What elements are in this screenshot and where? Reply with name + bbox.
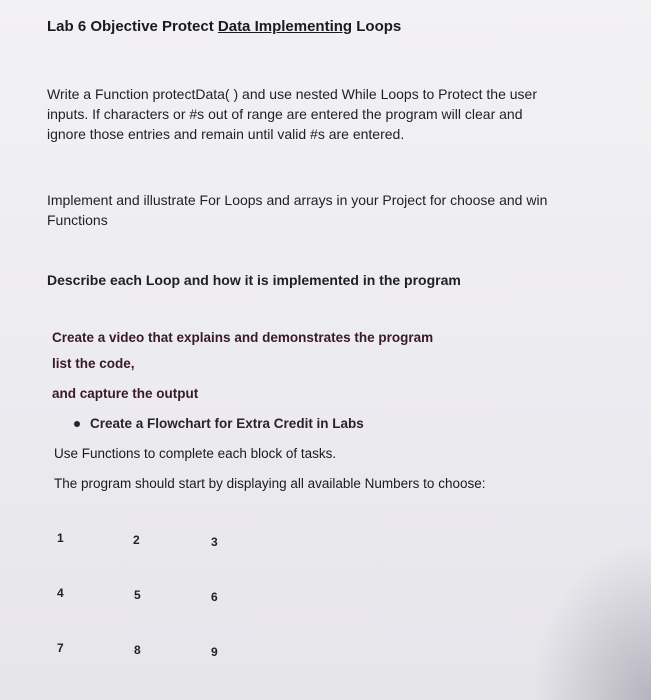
number-cell: 7 xyxy=(57,641,64,655)
flowchart-bullet xyxy=(74,416,364,431)
number-cell: 8 xyxy=(134,643,141,657)
number-cell: 4 xyxy=(57,586,64,600)
bullet-text: Create a Flowchart for Extra Credit in Labs xyxy=(90,416,364,431)
title-prefix: Lab 6 Objective Protect xyxy=(47,18,218,35)
video-instruction: Create a video that explains and demonstrates the program xyxy=(52,330,434,345)
bullet-icon xyxy=(74,421,80,427)
objective-paragraph xyxy=(47,84,537,144)
number-cell: 3 xyxy=(211,535,218,549)
paragraph-line: Implement and illustrate For Loops and arrays in your Project for choose and win xyxy=(47,192,548,208)
number-cell: 6 xyxy=(211,590,218,604)
paragraph-line: Write a Function protectData( ) and use nested While Loops to Protect the user xyxy=(47,86,537,102)
output-instruction: and capture the output xyxy=(52,386,199,401)
start-instruction: The program should start by displaying all available Numbers to choose: xyxy=(54,476,486,491)
title-underlined: Data Implementing xyxy=(217,18,353,35)
number-cell: 9 xyxy=(211,645,218,659)
number-cell: 5 xyxy=(134,588,141,602)
corner-shadow xyxy=(531,540,651,700)
code-instruction: list the code, xyxy=(52,356,135,371)
paragraph-line: inputs. If characters or #s out of range are entered the program will clear and xyxy=(47,106,523,122)
for-loops-paragraph xyxy=(47,190,547,230)
number-cell: 1 xyxy=(57,531,64,545)
title-suffix: Loops xyxy=(352,18,402,35)
number-cell: 2 xyxy=(133,533,140,547)
functions-instruction: Use Functions to complete each block of tasks. xyxy=(54,446,337,461)
paragraph-line: ignore those entries and remain until valid #s are entered. xyxy=(47,126,405,142)
paragraph-line: Functions xyxy=(47,212,108,228)
describe-loops-heading: Describe each Loop and how it is implemented in the program xyxy=(47,272,461,288)
page-title xyxy=(47,18,401,35)
